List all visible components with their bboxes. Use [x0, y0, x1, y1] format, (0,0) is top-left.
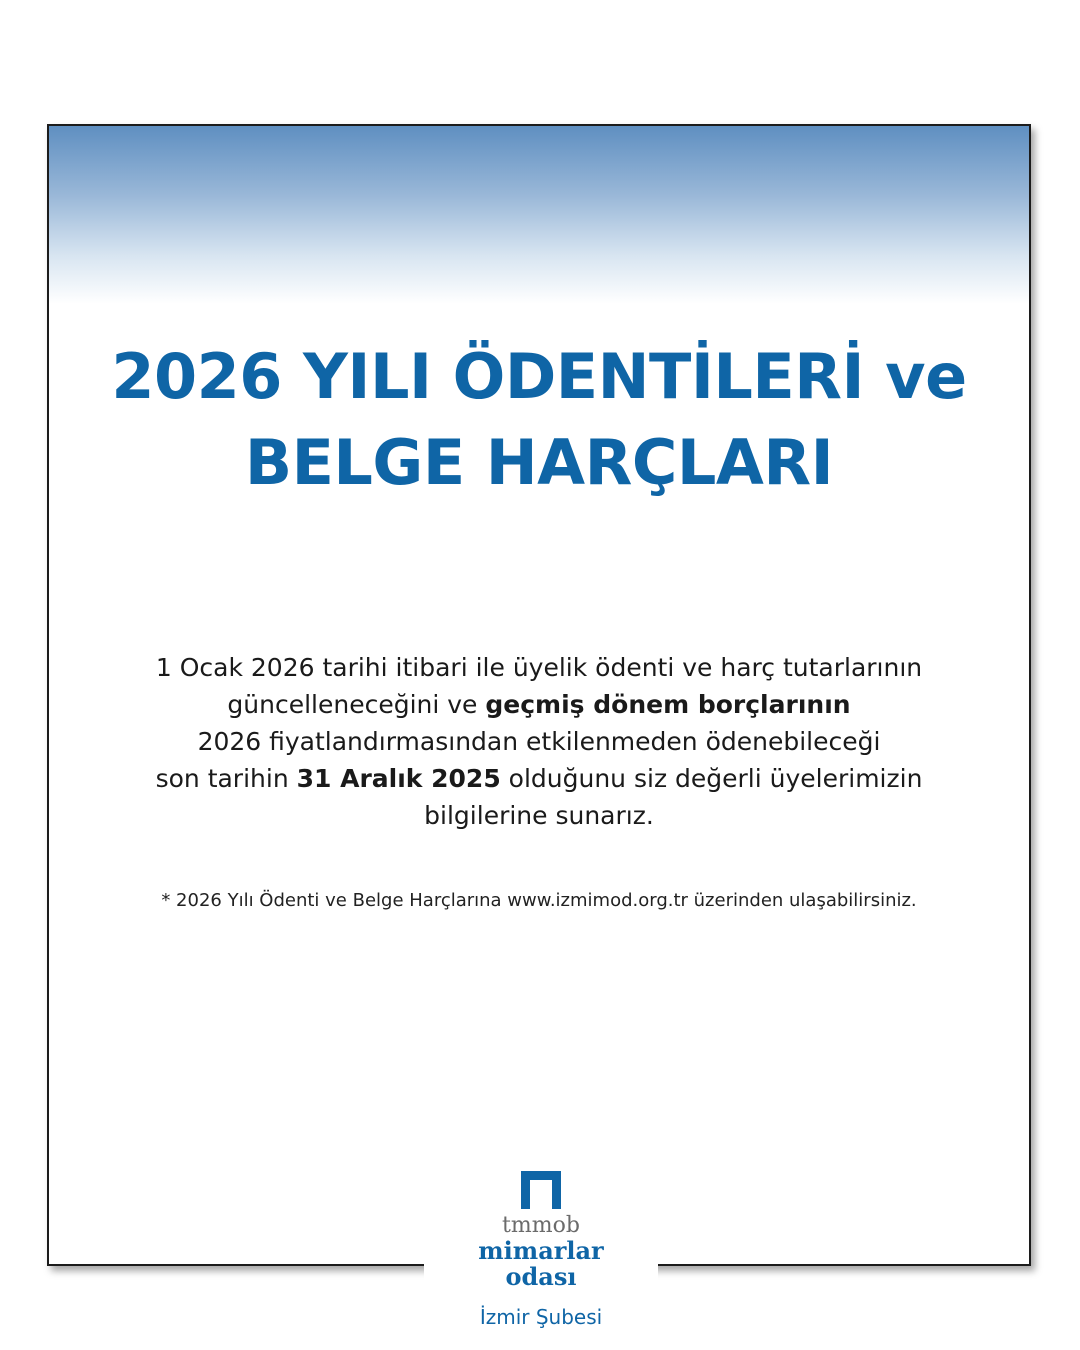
page-title: [49, 334, 1029, 506]
body-line-3: 2026 fiyatlandırmasından etkilenmeden ödenebileceği: [197, 727, 881, 756]
announcement-card: [47, 124, 1031, 1266]
body-line-2-text: güncelleneceğini ve: [227, 690, 486, 719]
branch-name: İzmir Şubesi: [479, 1305, 603, 1329]
body-line-4: [49, 760, 1029, 797]
footnote: * 2026 Yılı Ödenti ve Belge Harçlarına www.izmimod.org.tr üzerinden ulaşabilirsiniz.: [161, 890, 917, 911]
logo-tmmob-text: tmmob: [502, 1213, 580, 1238]
logo-odasi-text: odası: [505, 1262, 577, 1291]
body-line-2-emphasis: geçmiş dönem borçlarının: [485, 690, 851, 719]
title-line-1: 2026 YILI ÖDENTİLERİ ve: [111, 340, 967, 413]
deadline-date: 31 Aralık 2025: [296, 764, 501, 793]
organization-logo: [424, 1150, 658, 1350]
body-line-5: bilgilerine sunarız.: [424, 801, 654, 830]
body-line-2: [49, 686, 1029, 723]
title-line-2: BELGE HARÇLARI: [244, 426, 834, 499]
bracket-logo-icon: [518, 1168, 564, 1212]
logo-mimarlar-text: mimarlar: [478, 1236, 604, 1265]
announcement-body: [49, 649, 1029, 834]
body-line-4-text-end: olduğunu siz değerli üyelerimizin: [500, 764, 923, 793]
body-line-1: 1 Ocak 2026 tarihi itibari ile üyelik ödenti ve harç tutarlarının: [155, 653, 923, 682]
body-line-4-text-start: son tarihin: [155, 764, 297, 793]
